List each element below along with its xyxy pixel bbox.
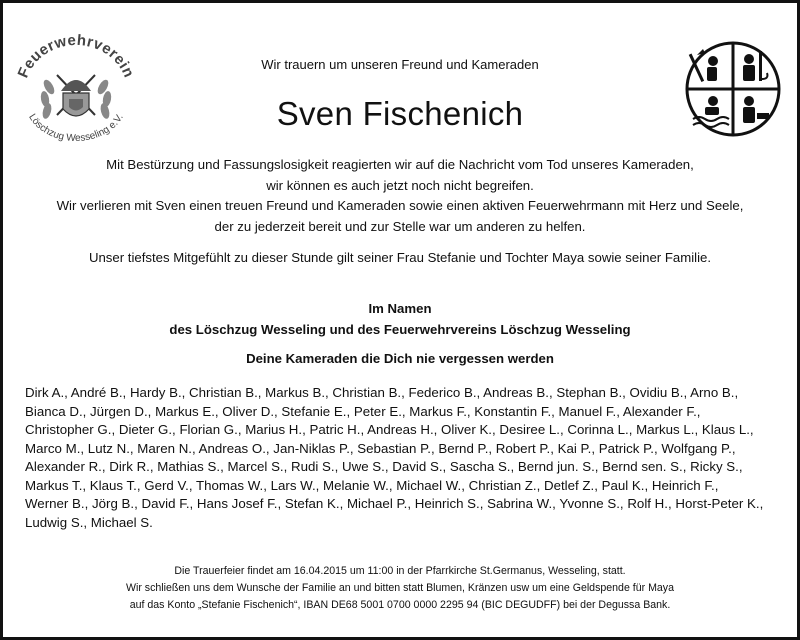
funeral-info [3,563,797,614]
name-list-line: Alexander R., Dirk R., Mathias S., Marcel S., Rudi S., Uwe S., David S., Sascha S., Bernd jun. S., Bernd sen. S., Ricky S., [25,459,743,474]
on-behalf-line: des Löschzug Wesseling und des Feuerwehrvereins Löschzug Wesseling [169,321,631,337]
name-list-line: Bianca D., Jürgen D., Markus E., Oliver D., Stefanie E., Peter E., Markus F., Konstantin F., Manuel F., Alexander F., [25,403,701,419]
name-list-line: Markus T., Klaus T., Gerd V., Thomas W., Lars W., Melanie W., Michael W., Christian Z., Detlef Z., Paul K., Heinrich F., [25,477,719,493]
condolence-line: Unser tiefstes Mitgefühlt zu dieser Stunde gilt seiner Frau Stefanie und Tochter Maya sowie seiner Familie. [88,250,712,265]
intro-line: Wir trauern um unseren Freund und Kameraden [261,57,539,72]
on-behalf-block [33,299,767,340]
message-line: Wir verlieren mit Sven einen treuen Freund und Kameraden sowie einen aktiven Feuerwehrmann mit Herz und Seele, [56,198,744,213]
footer-line: Wir schließen uns dem Wunsche der Familie an und bitten statt Blumen, Kränzen usw um eine Geldspende für Maya [125,582,674,594]
comrades-line: Deine Kameraden die Dich nie vergessen werden [246,351,554,366]
message-line: Mit Bestürzung und Fassungslosigkeit reagierten wir auf die Nachricht vom Tod unseres Kameraden, [106,157,694,172]
message-line: wir können es auch jetzt noch nicht begreifen. [266,177,534,193]
name-list-line: Marco M., Lutz N., Maren N., Andreas O., Jan-Niklas P., Sebastian P., Bernd P., Robert P., Kai P., Patrick P., Wolfgang P., [25,440,736,456]
footer-line: auf das Konto „Stefanie Fischenich“, IBAN DE68 5001 0700 0000 2295 94 (BIC DEGUDFF) bei der Degussa Bank. [129,599,671,611]
helmet-icon [61,80,91,91]
comrades-line-block [33,349,767,370]
condolence-paragraph [33,248,767,269]
message-paragraph [33,155,767,237]
logo-arc-text-top: Feuerwehrverein [14,31,138,81]
name-list-line: Werner B., Jörg B., David F., Hans Josef F., Stefan K., Michael P., Heinrich S., Sabrina W., Yvonne S., Rolf H., Horst-Peter K., [25,496,764,511]
on-behalf-line: Im Namen [368,301,432,316]
name-list-line: Christopher G., Dieter G., Florian G., Marius H., Patric H., Andreas H., Oliver K., Desiree L., Corinna L., Markus L., Klaus L., [25,422,754,437]
message-line: der zu jederzeit bereit und zur Stelle war um anderen zu helfen. [214,218,586,234]
name-list-line: Dirk A., André B., Hardy B., Christian B., Markus B., Christian B., Federico B., Andreas B., Stephan B., Ovidiu B., Arno B., [25,385,739,400]
comrades-name-list [25,384,765,532]
logo-arc-text-bottom: Löschzug Wesseling e.V. [26,112,126,145]
footer-line: Die Trauerfeier findet am 16.04.2015 um 11:00 in der Pfarrkirche St.Germanus, Wesseling, statt. [174,565,626,577]
deceased-name: Sven Fischenich [276,95,524,132]
name-list-line: Ludwig S., Michael S. [25,514,153,530]
